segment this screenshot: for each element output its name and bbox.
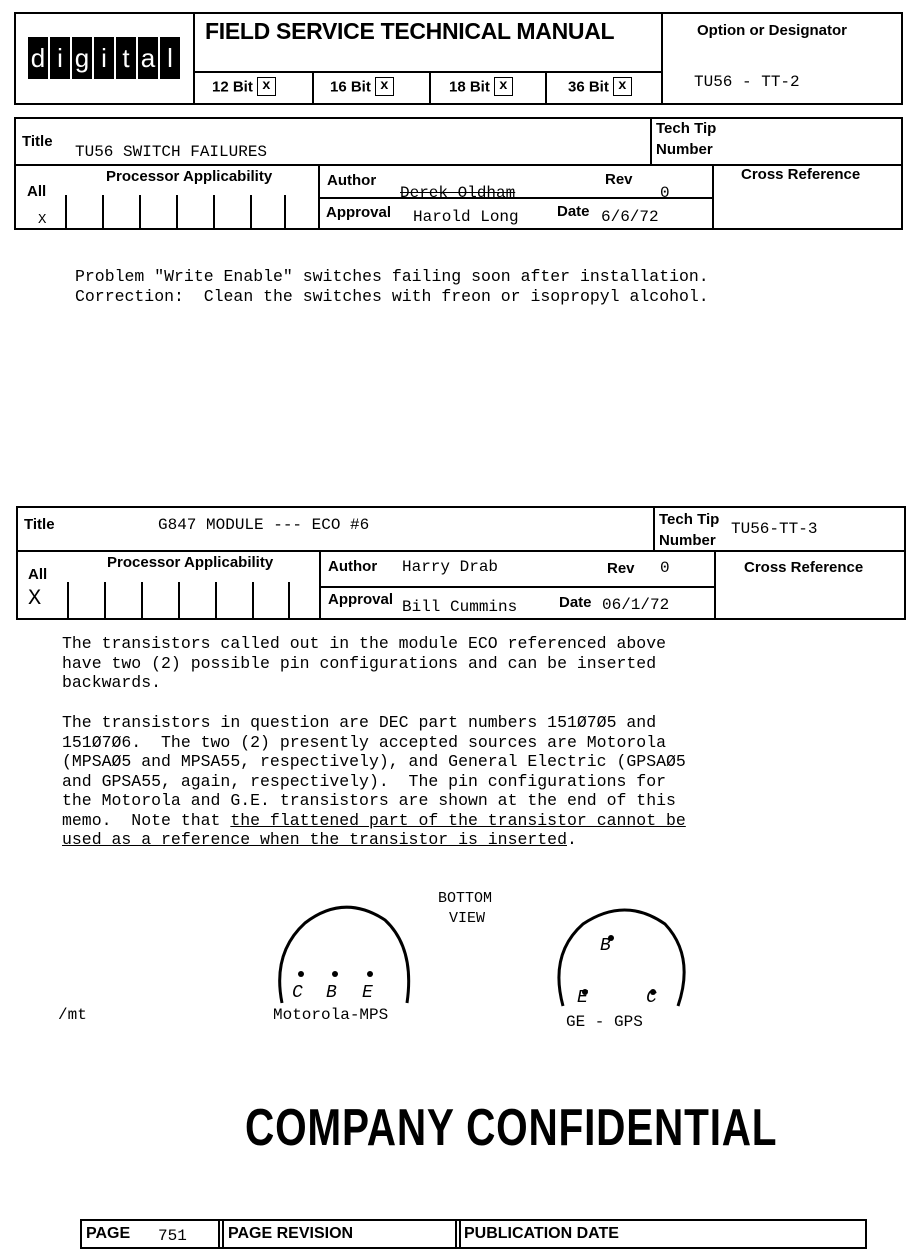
- stamp-text: COMPANY CONFIDENTIAL: [245, 1099, 778, 1157]
- processor-column-tick: [215, 582, 217, 620]
- bit-checkbox: x: [494, 77, 513, 96]
- processor-column-tick: [250, 195, 252, 230]
- processor-column-tick: [252, 582, 254, 620]
- underlined-warning: the flattened part of the transistor cannot be: [230, 810, 686, 830]
- bits-divider: [429, 71, 431, 105]
- body-line: backwards.: [62, 673, 162, 692]
- header-bits-rule: [193, 71, 662, 73]
- tip2-proc-divider: [319, 550, 321, 620]
- bit-option-36: [568, 78, 632, 97]
- processor-column-tick: [65, 195, 67, 230]
- logo-letter: a: [138, 37, 158, 79]
- tip1-author-rule: [318, 197, 713, 199]
- tip2-date-label: Date: [559, 594, 592, 611]
- digital-logo: [28, 37, 180, 79]
- footer-page-number: 751: [158, 1227, 187, 1245]
- footer-revision-label: PAGE REVISION: [228, 1225, 354, 1242]
- tip1-author-label: Author: [327, 172, 377, 189]
- body-text: memo. Note that: [62, 810, 231, 830]
- tip1-body: [75, 267, 709, 306]
- body-line: [62, 830, 686, 850]
- ge-pin-b: B: [600, 936, 611, 956]
- bottom-view-label: VIEW: [449, 910, 486, 927]
- tip2-techtip-number-label: Number: [659, 532, 716, 549]
- company-confidential-stamp: [245, 1099, 778, 1162]
- footer-publication-label: PUBLICATION DATE: [464, 1225, 619, 1242]
- tip2-techtip-number: TU56-TT-3: [731, 520, 818, 538]
- footer-divider: [459, 1219, 461, 1249]
- bit-label: 16 Bit: [330, 78, 371, 96]
- processor-column-tick: [178, 582, 180, 620]
- processor-column-tick: [284, 195, 286, 230]
- bit-label: 12 Bit: [212, 78, 253, 96]
- ge-pin-e: E: [577, 988, 588, 1008]
- tip2-title-rule: [16, 550, 906, 552]
- footer-page-label: PAGE: [86, 1225, 131, 1242]
- underlined-warning: used as a reference when the transistor is inserted: [62, 830, 567, 849]
- motorola-pin-b: B: [326, 983, 337, 1003]
- tip2-paragraph-2: [62, 713, 686, 850]
- tip2-rev: 0: [660, 559, 670, 577]
- tip2-xref-divider: [714, 550, 716, 620]
- bit-option-16: [330, 78, 394, 97]
- processor-column-tick: [288, 582, 290, 620]
- body-line: and GPSA55, again, respectively). The pin configurations for: [62, 771, 666, 791]
- body-line: The transistors called out in the module ECO referenced above: [62, 634, 666, 653]
- body-line: have two (2) possible pin configurations and can be inserted: [62, 653, 657, 673]
- logo-letter: i: [50, 37, 70, 79]
- processor-column-tick: [104, 582, 106, 620]
- tip1-all-label: All: [27, 183, 47, 200]
- processor-column-tick: [139, 195, 141, 230]
- motorola-pin-c: C: [292, 983, 303, 1003]
- processor-column-tick: [141, 582, 143, 620]
- body-line: Problem "Write Enable" switches failing soon after installation.: [75, 267, 709, 286]
- header-divider-logo: [193, 12, 195, 105]
- tip2-date: 06/1/72: [602, 596, 670, 614]
- bit-checkbox: x: [613, 77, 632, 96]
- processor-column-tick: [213, 195, 215, 230]
- tip1-techtip-number-label: Number: [656, 141, 713, 158]
- tip1-title: TU56 SWITCH FAILURES: [75, 143, 268, 161]
- tip1-all-mark: X: [38, 212, 47, 228]
- tip1-date: 6/6/72: [601, 208, 659, 226]
- processor-column-tick: [67, 582, 69, 620]
- tip1-processor-label: Processor Applicability: [106, 168, 273, 185]
- tip2-title: G847 MODULE --- ECO #6: [158, 516, 370, 534]
- header-divider-option: [661, 12, 663, 105]
- bit-label: 36 Bit: [568, 78, 609, 96]
- bits-divider: [545, 71, 547, 105]
- typist-initials: /mt: [58, 1006, 87, 1024]
- bit-option-18: [449, 78, 513, 97]
- tip2-processor-label: Processor Applicability: [107, 554, 274, 571]
- tip2-all-mark: X: [28, 586, 42, 611]
- body-line: The transistors in question are DEC part numbers 151Ø7Ø5 and: [62, 713, 657, 732]
- logo-letter: t: [116, 37, 136, 79]
- body-line: Correction: Clean the switches with freon or isopropyl alcohol.: [75, 286, 709, 306]
- option-designator-label: Option or Designator: [697, 22, 847, 39]
- tip2-author: Harry Drab: [402, 558, 499, 576]
- tip1-techtip-label: Tech Tip: [656, 120, 717, 137]
- bottom-view-label: BOTTOM: [438, 890, 493, 907]
- processor-column-tick: [102, 195, 104, 230]
- ge-caption: GE - GPS: [566, 1013, 643, 1031]
- option-designator-value: TU56 - TT-2: [694, 73, 800, 91]
- footer-divider: [455, 1219, 457, 1249]
- ge-transistor-outline: [553, 904, 693, 1012]
- tip2-author-label: Author: [328, 558, 378, 575]
- tip2-rev-label: Rev: [607, 560, 635, 577]
- logo-letter: g: [72, 37, 92, 79]
- tip2-techtip-divider: [653, 506, 655, 551]
- tip2-title-label: Title: [24, 516, 55, 533]
- tip1-cross-ref-label: Cross Reference: [741, 166, 861, 183]
- tip1-rev-label: Rev: [605, 171, 633, 188]
- bits-divider: [312, 71, 314, 105]
- tip2-approval-label: Approval: [328, 591, 394, 608]
- tip2-approval: Bill Cummins: [402, 598, 518, 616]
- body-text: .: [566, 830, 577, 849]
- logo-letter: i: [94, 37, 114, 79]
- footer-divider: [222, 1219, 224, 1249]
- tip1-approval-label: Approval: [326, 204, 392, 221]
- manual-title: FIELD SERVICE TECHNICAL MANUAL: [205, 18, 615, 44]
- bit-checkbox: x: [257, 77, 276, 96]
- bit-label: 18 Bit: [449, 78, 490, 96]
- tip2-paragraph-1: [62, 634, 666, 693]
- body-line: the Motorola and G.E. transistors are shown at the end of this: [62, 791, 676, 810]
- motorola-pin-e: E: [362, 983, 373, 1003]
- body-line: (MPSAØ5 and MPSA55, respectively), and General Electric (GPSAØ5: [62, 752, 686, 771]
- body-line: 151Ø7Ø6. The two (2) presently accepted sources are Motorola: [62, 732, 666, 752]
- tip1-author: Derek Oldham: [400, 184, 516, 202]
- footer-divider: [218, 1219, 220, 1249]
- logo-letter: d: [28, 37, 48, 79]
- processor-column-tick: [176, 195, 178, 230]
- tip1-techtip-divider: [650, 117, 652, 165]
- tip2-techtip-label: Tech Tip: [659, 511, 720, 528]
- tip1-rev: 0: [660, 184, 670, 202]
- tip2-cross-ref-label: Cross Reference: [744, 559, 864, 576]
- tip1-title-label: Title: [22, 133, 53, 150]
- motorola-caption: Motorola-MPS: [273, 1006, 389, 1024]
- ge-pin-c: C: [646, 988, 657, 1008]
- bit-option-12: [212, 78, 276, 97]
- tip1-approval: Harold Long: [413, 208, 519, 226]
- body-line: [62, 811, 686, 831]
- tip1-date-label: Date: [557, 203, 590, 220]
- tip2-author-rule: [319, 586, 715, 588]
- bit-checkbox: x: [375, 77, 394, 96]
- logo-letter: l: [160, 37, 180, 79]
- tip2-all-label: All: [28, 566, 48, 583]
